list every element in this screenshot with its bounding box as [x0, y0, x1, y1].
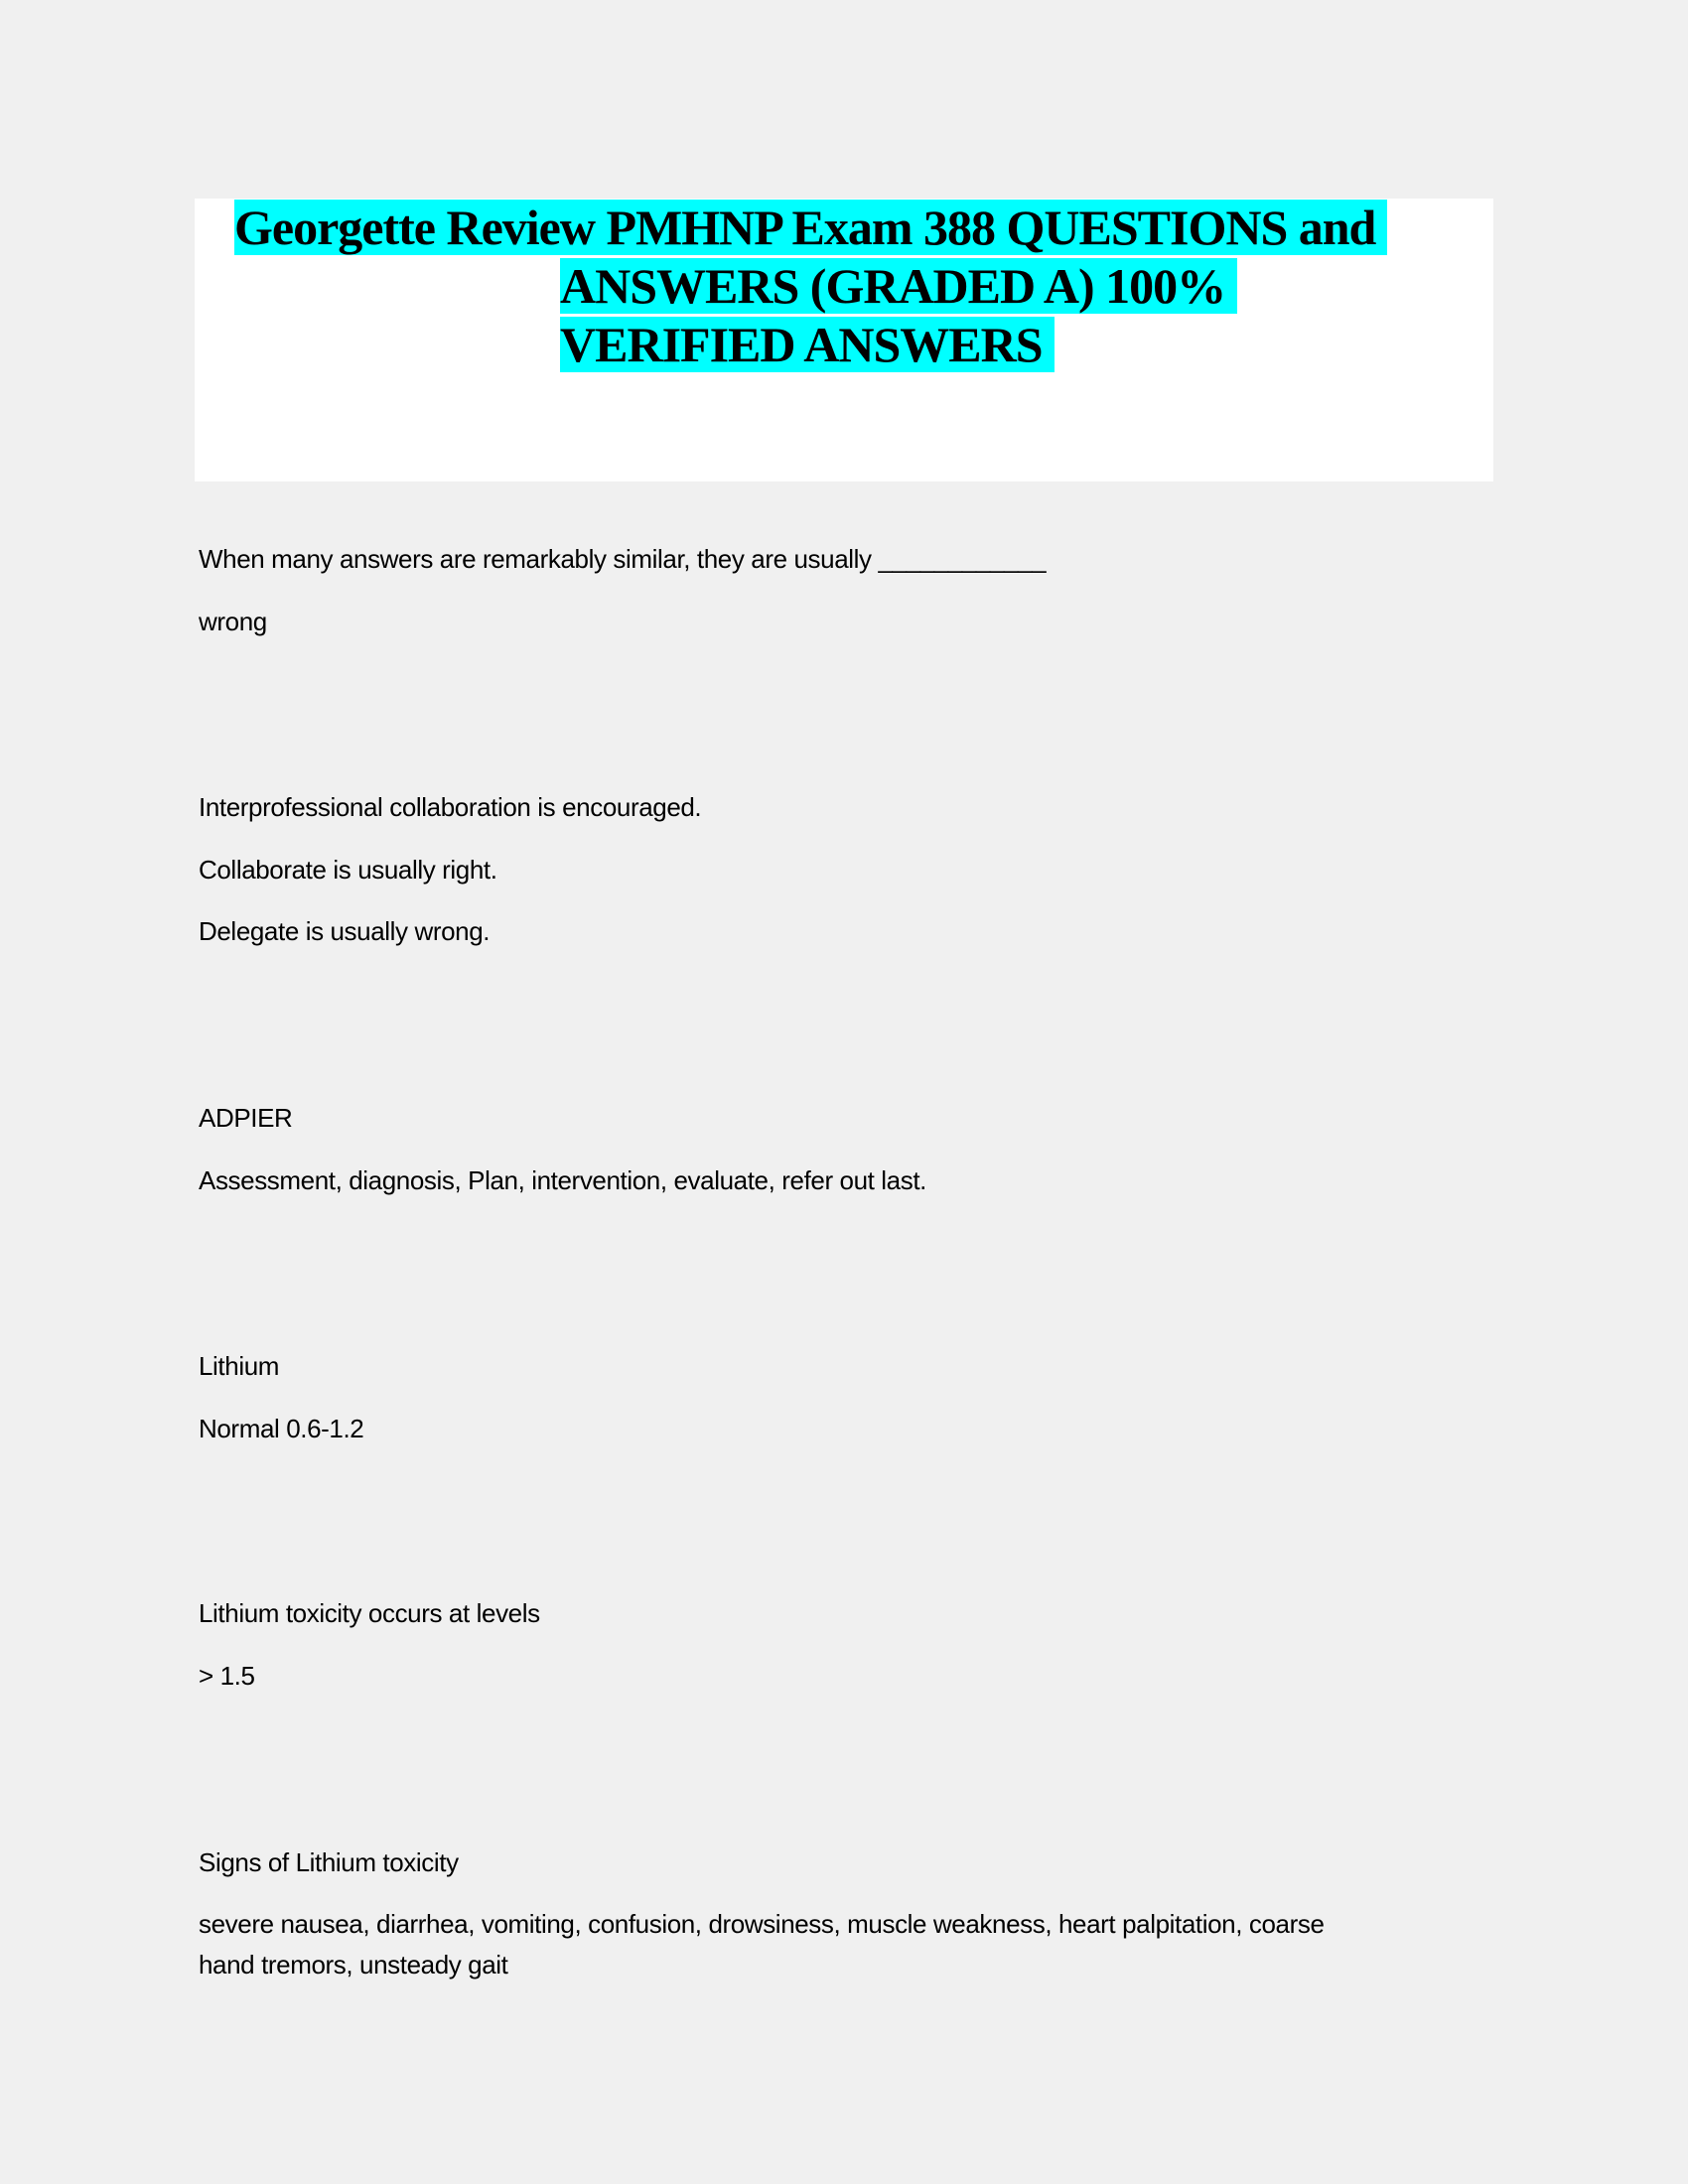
title-line-3: VERIFIED ANSWERS: [560, 316, 1055, 374]
answer-text: severe nausea, diarrhea, vomiting, confusion, drowsiness, muscle weakness, heart palpitation, coarse: [199, 1909, 1325, 1939]
question-text: Interprofessional collaboration is encouraged.: [199, 792, 702, 822]
answer-text: > 1.5: [199, 1661, 255, 1691]
title-line-2: ANSWERS (GRADED A) 100%: [560, 257, 1237, 316]
title-line-1: Georgette Review PMHNP Exam 388 QUESTIONS and: [234, 199, 1387, 257]
answer-text: Collaborate is usually right.: [199, 855, 497, 885]
question-text: Lithium toxicity occurs at levels: [199, 1598, 540, 1628]
answer-text: hand tremors, unsteady gait: [199, 1950, 508, 1979]
question-text: ADPIER: [199, 1103, 293, 1133]
answer-text: Normal 0.6-1.2: [199, 1414, 364, 1443]
answer-text: Delegate is usually wrong.: [199, 916, 491, 946]
answer-text: Assessment, diagnosis, Plan, intervention, evaluate, refer out last.: [199, 1165, 926, 1195]
question-text: Lithium: [199, 1351, 280, 1381]
question-text: Signs of Lithium toxicity: [199, 1847, 459, 1877]
question-text: When many answers are remarkably similar, they are usually ____________: [199, 544, 1047, 574]
answer-text: wrong: [199, 607, 267, 636]
